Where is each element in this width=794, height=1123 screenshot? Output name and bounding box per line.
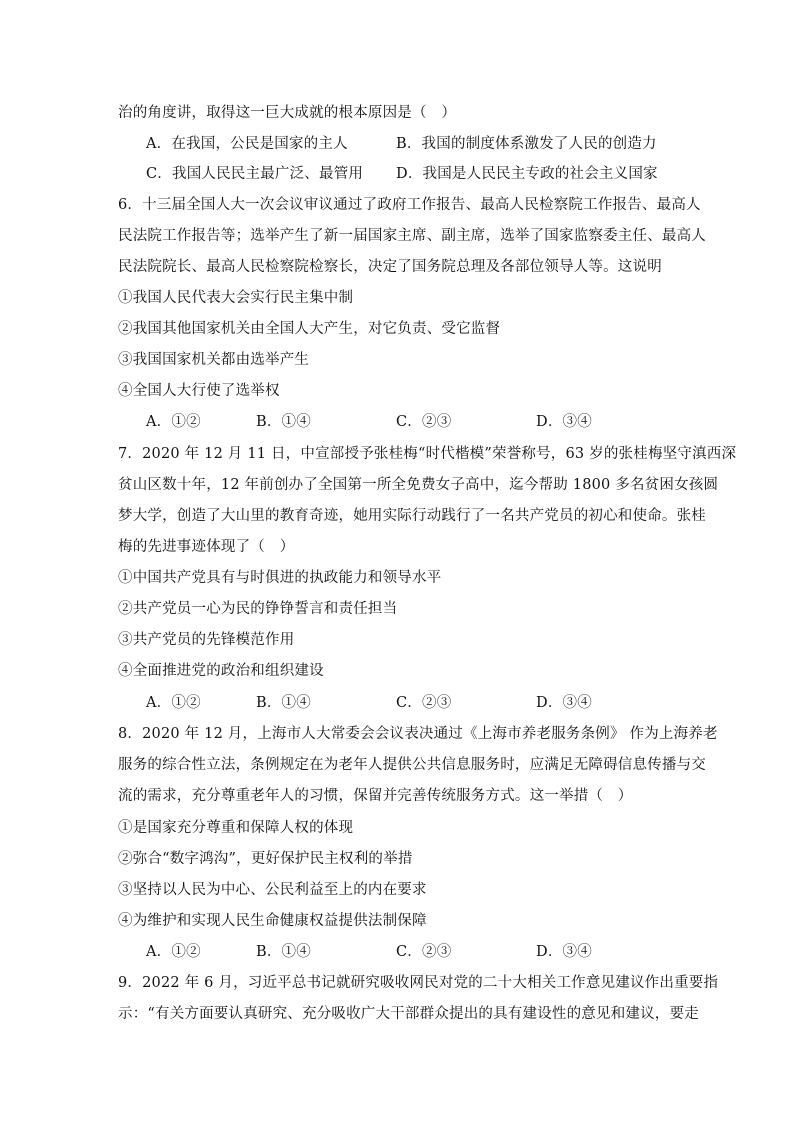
q5-option-d: D．我国是人民民主专政的社会主义国家 (396, 166, 658, 182)
q7-stem-line: 7．2020 年 12 月 11 日，中宣部授予张桂梅“时代楷模”荣誉称号，63 岁的张桂梅坚守滇西深 (118, 446, 737, 462)
q5-option-a: A．在我国，公民是国家的主人 (146, 136, 348, 152)
q7-option-d: D．③④ (536, 695, 592, 711)
q6-stem-line: 民法院工作报告等；选举产生了新一届国家主席、副主席，选举了国家监察委主任、最高人 (118, 228, 706, 244)
q6-option-a: A．①② (146, 414, 201, 430)
q7-statement-1: ①中国共产党具有与时俱进的执政能力和领导水平 (118, 570, 442, 586)
q6-option-d: D．③④ (536, 414, 592, 430)
q8-stem-line: 流的需求，充分尊重老年人的习惯，保留并完善传统服务方式。这一举措（ ） (118, 788, 633, 804)
q7-option-a: A．①② (146, 695, 201, 711)
q5-stem-tail: 治的角度讲，取得这一巨大成就的根本原因是（ ） (118, 105, 457, 121)
q7-statement-4: ④全面推进党的政治和组织建设 (118, 663, 324, 679)
q8-stem-line: 服务的综合性立法，条例规定在为老年人提供公共信息服务时，应满足无障碍信息传播与交 (118, 757, 706, 773)
q6-option-b: B．①④ (256, 414, 311, 430)
q7-option-b: B．①④ (256, 695, 311, 711)
q8-option-a: A．①② (146, 944, 201, 960)
q9-stem-line: 9．2022 年 6 月，习近平总书记就研究吸收网民对党的二十大相关工作意见建议作出重要指 (118, 975, 719, 991)
q6-stem-line: 民法院院长、最高人民检察院检察长，决定了国务院总理及各部位领导人等。这说明 (118, 259, 662, 275)
q7-stem-line: 梅的先进事迹体现了（ ） (118, 539, 295, 555)
q7-stem-line: 梦大学，创造了大山里的教育奇迹，她用实际行动践行了一名共产党员的初心和使命。张桂 (118, 508, 706, 524)
q8-option-b: B．①④ (256, 944, 311, 960)
q9-stem-line: 示：“有关方面要认真研究、充分吸收广大干部群众提出的具有建设性的意见和建议，要走 (118, 1006, 699, 1022)
q7-statement-2: ②共产党员一心为民的铮铮誓言和责任担当 (118, 601, 398, 617)
q6-stem-line: 6．十三届全国人大一次会议审议通过了政府工作报告、最高人民检察院工作报告、最高人 (118, 197, 701, 213)
q6-option-c: C．②③ (396, 414, 452, 430)
q8-statement-2: ②弥合“数字鸿沟”，更好保护民主权利的举措 (118, 851, 413, 867)
q8-option-d: D．③④ (536, 944, 592, 960)
q8-statement-4: ④为维护和实现人民生命健康权益提供法制保障 (118, 913, 427, 929)
q8-option-c: C．②③ (396, 944, 452, 960)
q6-statement-1: ①我国人民代表大会实行民主集中制 (118, 290, 354, 306)
q5-option-b: B．我国的制度体系激发了人民的创造力 (396, 136, 657, 152)
q7-statement-3: ③共产党员的先锋模范作用 (118, 632, 295, 648)
q8-statement-1: ①是国家充分尊重和保障人权的体现 (118, 820, 354, 836)
q8-statement-3: ③坚持以人民为中心、公民利益至上的内在要求 (118, 882, 427, 898)
q6-statement-4: ④全国人大行使了选举权 (118, 383, 280, 399)
q7-option-c: C．②③ (396, 695, 452, 711)
q6-statement-3: ③我国国家机关都由选举产生 (118, 352, 310, 368)
q8-stem-line: 8．2020 年 12 月，上海市人大常委会会议表决通过《上海市养老服务条例》 作为上海养老 (118, 726, 718, 742)
q5-option-c: C．我国人民民主最广泛、最管用 (146, 166, 364, 182)
q6-statement-2: ②我国其他国家机关由全国人大产生，对它负责、受它监督 (118, 321, 501, 337)
q7-stem-line: 贫山区数十年，12 年前创办了全国第一所全免费女子高中，迄今帮助 1800 多名贫困女孩圆 (118, 477, 719, 493)
